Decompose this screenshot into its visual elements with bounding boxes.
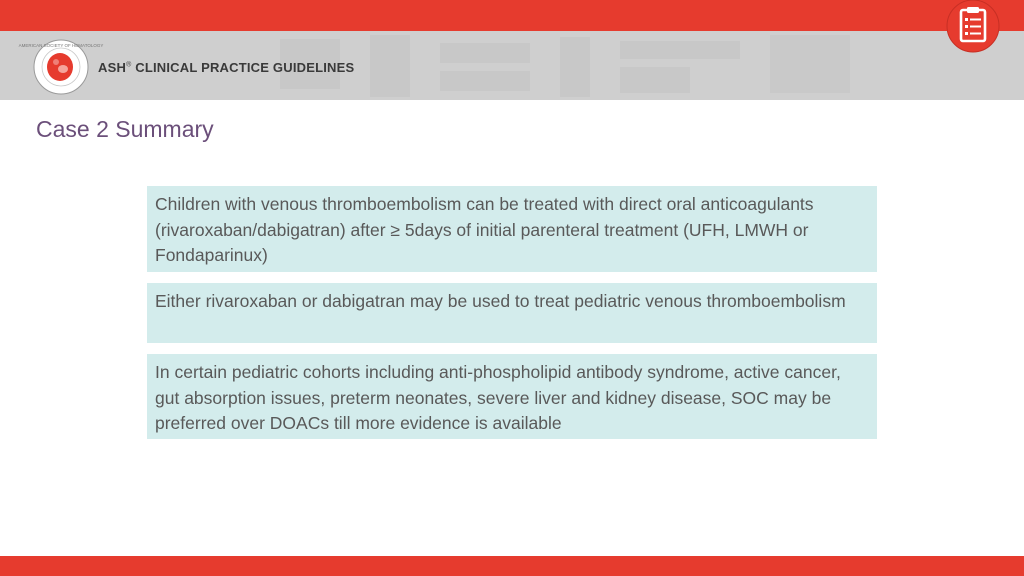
summary-note-3: In certain pediatric cohorts including anti-phospholipid antibody syndrome, active cancer, gut absorption issues, preterm neonates, severe liver and kidney disease, SOC may be preferred over DOACs till more evidence is available	[147, 354, 877, 439]
brand-registered-mark: ®	[126, 61, 132, 69]
brand-wordmark	[98, 60, 354, 75]
slide-title: Case 2 Summary	[36, 116, 214, 142]
clipboard-list-icon[interactable]	[945, 0, 1001, 52]
bottom-accent-bar	[0, 556, 1024, 576]
summary-note-1: Children with venous thromboembolism can be treated with direct oral anticoagulants (rivaroxaban/dabigatran) after ≥ 5days of initial parenteral treatment (UFH, LMWH or Fondaparinux)	[147, 186, 877, 272]
top-accent-bar	[0, 0, 1024, 31]
ash-seal-logo	[18, 38, 104, 96]
brand-name: ASH	[98, 60, 127, 75]
brand-product: CLINICAL PRACTICE GUIDELINES	[135, 60, 355, 75]
summary-note-2: Either rivaroxaban or dabigatran may be used to treat pediatric venous thromboembolism	[147, 283, 877, 343]
seal-lettering: AMERICAN SOCIETY OF HEMATOLOGY	[18, 43, 104, 48]
